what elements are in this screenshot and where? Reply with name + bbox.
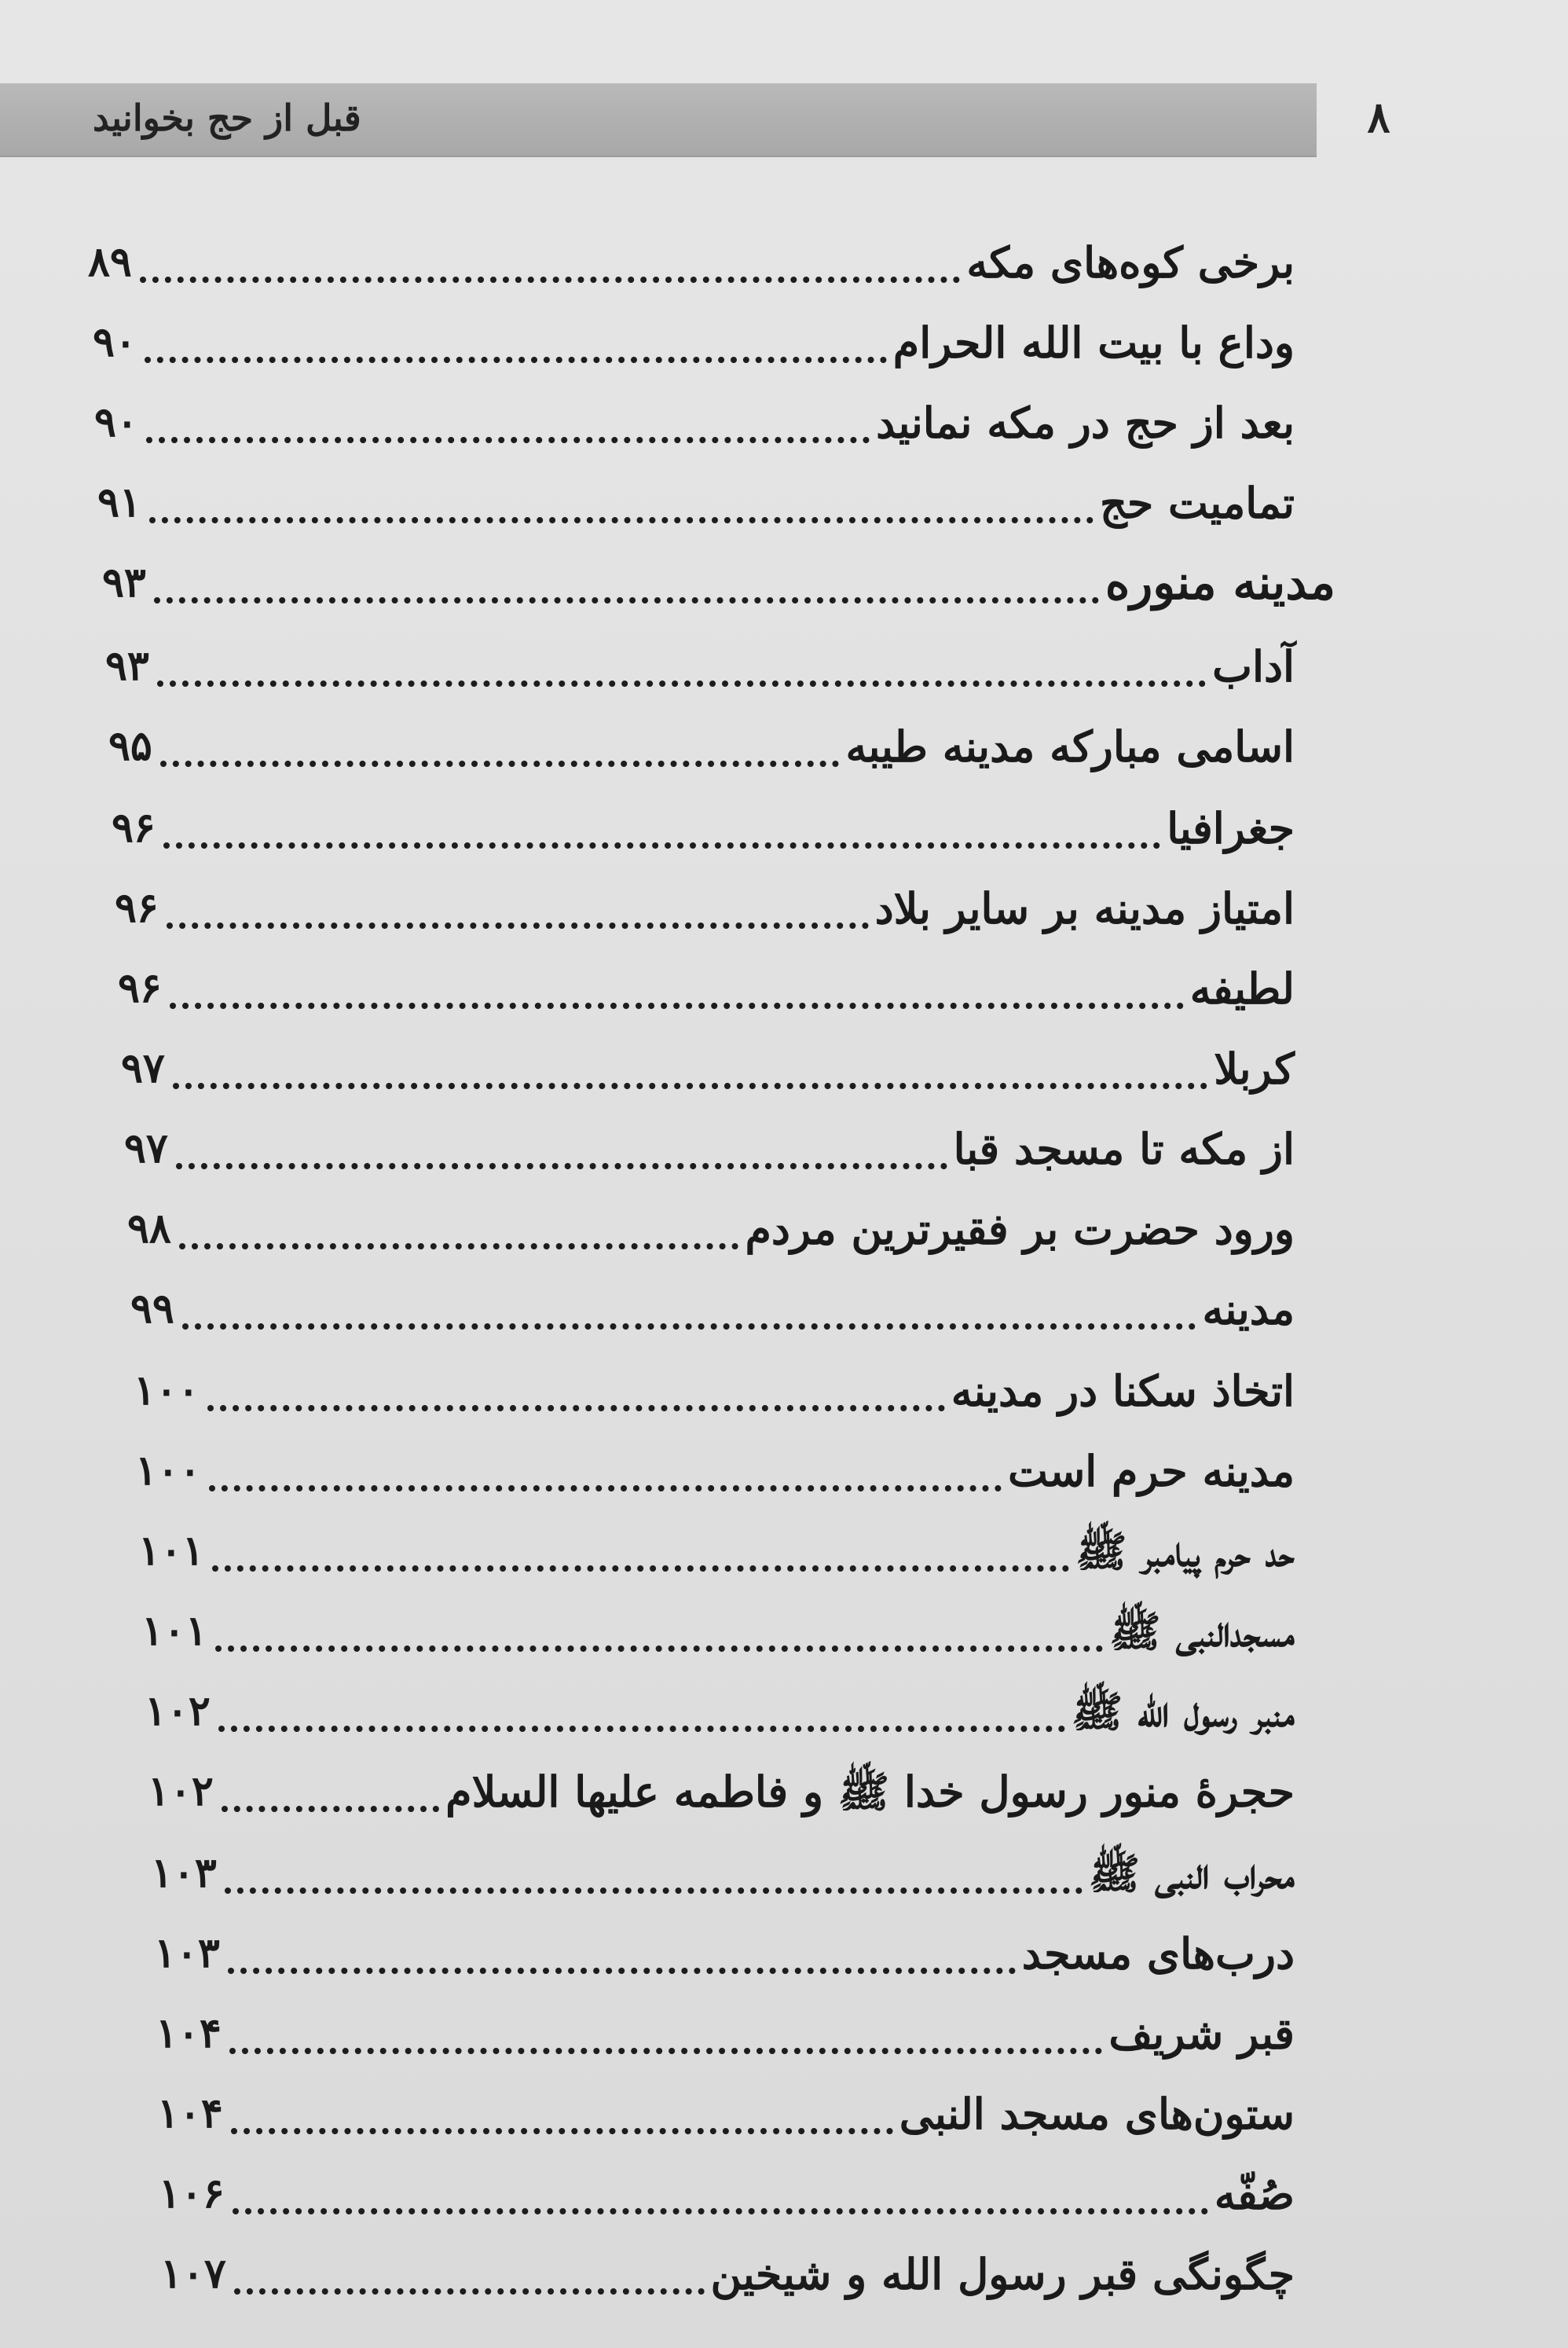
toc-dot-leader <box>173 1083 1207 1089</box>
toc-entry-title: حد حرم پیامبر ﷺ <box>1075 1526 1295 1576</box>
toc-entry-page: ۱۰۳ <box>154 1929 220 1977</box>
toc-dot-leader <box>209 1485 1002 1491</box>
toc-entry <box>151 1839 1295 1908</box>
toc-entry <box>115 874 1295 943</box>
toc-entry-title: ستون‌های مسجد النبی <box>899 2089 1295 2139</box>
toc-entry-title: منبر رسول الله ﷺ <box>1071 1686 1295 1737</box>
toc-entry-page: ۹۳ <box>102 559 146 607</box>
toc-dot-leader <box>231 2128 893 2134</box>
toc-entry <box>159 2159 1295 2229</box>
toc-entry-title: درب‌های مسجد <box>1021 1928 1295 1979</box>
toc-entry <box>94 388 1295 457</box>
toc-entry <box>145 1677 1295 1746</box>
toc-dot-leader <box>222 1806 439 1812</box>
toc-dot-leader <box>179 1243 739 1249</box>
toc-entry-page: ۱۰۲ <box>145 1687 211 1735</box>
toc-entry-page: ۱۰۶ <box>159 2170 225 2218</box>
toc-entry-title: مسجدالنبی ﷺ <box>1109 1606 1295 1656</box>
toc-entry-page: ۹۰ <box>93 318 137 366</box>
toc-entry-page: ۹۷ <box>124 1124 168 1172</box>
toc-entry-page: ۹۶ <box>118 964 162 1012</box>
toc-entry <box>112 794 1295 863</box>
toc-entry-title: آداب <box>1212 641 1295 692</box>
toc-entry-title: برخی کوه‌های مکه <box>966 237 1295 288</box>
toc-entry <box>148 1757 1295 1826</box>
toc-entry-title: قبر شریف <box>1108 2009 1295 2059</box>
toc-entry-title: چگونگی قبر رسول الله و شیخین <box>710 2249 1295 2299</box>
toc-dot-leader <box>163 842 1160 849</box>
toc-entry-page: ۱۰۱ <box>138 1527 204 1575</box>
toc-entry-title: صُفّه <box>1214 2169 1295 2219</box>
toc-dot-leader <box>146 437 870 443</box>
running-header-title: قبل از حج بخوانید <box>93 97 361 139</box>
toc-dot-leader <box>234 2288 705 2295</box>
toc-dot-leader <box>218 1726 1065 1732</box>
toc-entry-page: ۹۶ <box>112 804 156 852</box>
toc-entry-title: حجرهٔ منور رسول خدا ﷺ و فاطمه عليها السلام <box>445 1767 1295 1817</box>
toc-entry <box>124 1114 1295 1183</box>
toc-entry <box>134 1356 1295 1425</box>
toc-dot-leader <box>170 1003 1184 1009</box>
page-number: ۸ <box>1367 92 1390 142</box>
toc-entry-title: مدینه <box>1202 1284 1295 1334</box>
toc-entry-page: ۹۱ <box>97 479 141 526</box>
toc-entry-page: ۱۰۳ <box>151 1849 217 1897</box>
toc-entry <box>141 1597 1295 1666</box>
toc-entry-page: ۱۰۲ <box>148 1767 214 1815</box>
toc-entry-page: ۹۰ <box>94 398 138 446</box>
toc-dot-leader <box>229 2048 1103 2054</box>
toc-entry <box>127 1194 1295 1264</box>
toc-entry <box>118 954 1295 1023</box>
toc-entry-page: ۹۶ <box>115 884 159 932</box>
toc-section-title: مدینه منوره <box>1105 556 1335 611</box>
toc-dot-leader <box>149 517 1094 523</box>
toc-entry <box>157 2079 1295 2148</box>
toc-entry-title: اسامی مبارکه مدینه طیبه <box>845 721 1295 772</box>
toc-dot-leader <box>233 2208 1208 2214</box>
toc-entry-title: لطیفه <box>1189 963 1295 1014</box>
toc-entry <box>97 468 1295 537</box>
toc-entry-title: امتیاز مدینه بر سایر بلاد <box>874 883 1295 934</box>
toc-entry-page: ۹۸ <box>127 1205 171 1253</box>
toc-entry-title: بعد از حج در مکه نمانید <box>876 398 1295 448</box>
toc-dot-leader <box>225 1888 1083 1894</box>
toc-entry-page: ۹۹ <box>130 1285 174 1333</box>
toc-entry <box>160 2240 1295 2309</box>
toc-entry-title: وداع با بیت الله الحرام <box>892 317 1295 368</box>
toc-dot-leader <box>145 357 887 363</box>
toc-entry-title: از مکه تا مسجد قبا <box>953 1124 1295 1174</box>
toc-dot-leader <box>157 681 1206 687</box>
toc-entry <box>135 1436 1295 1506</box>
toc-entry-title: محراب النبی ﷺ <box>1088 1848 1295 1899</box>
toc-entry-page: ۹۷ <box>121 1044 165 1092</box>
toc-dot-leader <box>212 1565 1070 1572</box>
toc-entry-page: ۹۵ <box>108 722 152 770</box>
toc-entry-page: ۹۳ <box>105 642 149 690</box>
toc-entry <box>93 308 1295 377</box>
toc-entry <box>138 1517 1295 1586</box>
toc-entry-page: ۸۹ <box>88 238 132 286</box>
toc-entry-title: اتخاذ سکنا در مدینه <box>951 1366 1295 1416</box>
toc-dot-leader <box>215 1645 1104 1652</box>
toc-entry-page: ۱۰۷ <box>160 2250 226 2298</box>
toc-entry <box>121 1034 1295 1103</box>
toc-entry-title: کربلا <box>1214 1044 1295 1094</box>
toc-dot-leader <box>160 761 840 767</box>
toc-dot-leader <box>228 1968 1016 1974</box>
toc-entry <box>108 712 1295 781</box>
toc-entry <box>88 228 1295 297</box>
toc-section-heading <box>102 548 1335 618</box>
toc-entry <box>130 1275 1295 1344</box>
toc-dot-leader <box>154 597 1099 604</box>
toc-entry <box>154 1919 1295 1988</box>
toc-dot-leader <box>140 277 961 283</box>
toc-entry-page: ۱۰۴ <box>156 2009 222 2057</box>
toc-entry-page: ۱۰۰ <box>134 1367 200 1414</box>
toc-entry-page: ۱۰۱ <box>141 1607 207 1655</box>
toc-entry-title: جغرافیا <box>1167 803 1295 853</box>
toc-entry-title: مدینه حرم است <box>1007 1446 1295 1496</box>
toc-dot-leader <box>207 1405 945 1411</box>
toc-entry <box>105 632 1295 701</box>
toc-entry-page: ۱۰۴ <box>157 2089 223 2137</box>
toc-entry-title: تمامیت حج <box>1100 478 1295 528</box>
toc-dot-leader <box>182 1323 1196 1330</box>
toc-entry-page: ۱۰۰ <box>135 1447 201 1495</box>
toc-entry-title: ورود حضرت بر فقیرترین مردم <box>745 1204 1295 1254</box>
toc-dot-leader <box>167 923 869 929</box>
toc-entry <box>156 1999 1295 2068</box>
toc-dot-leader <box>176 1163 947 1169</box>
